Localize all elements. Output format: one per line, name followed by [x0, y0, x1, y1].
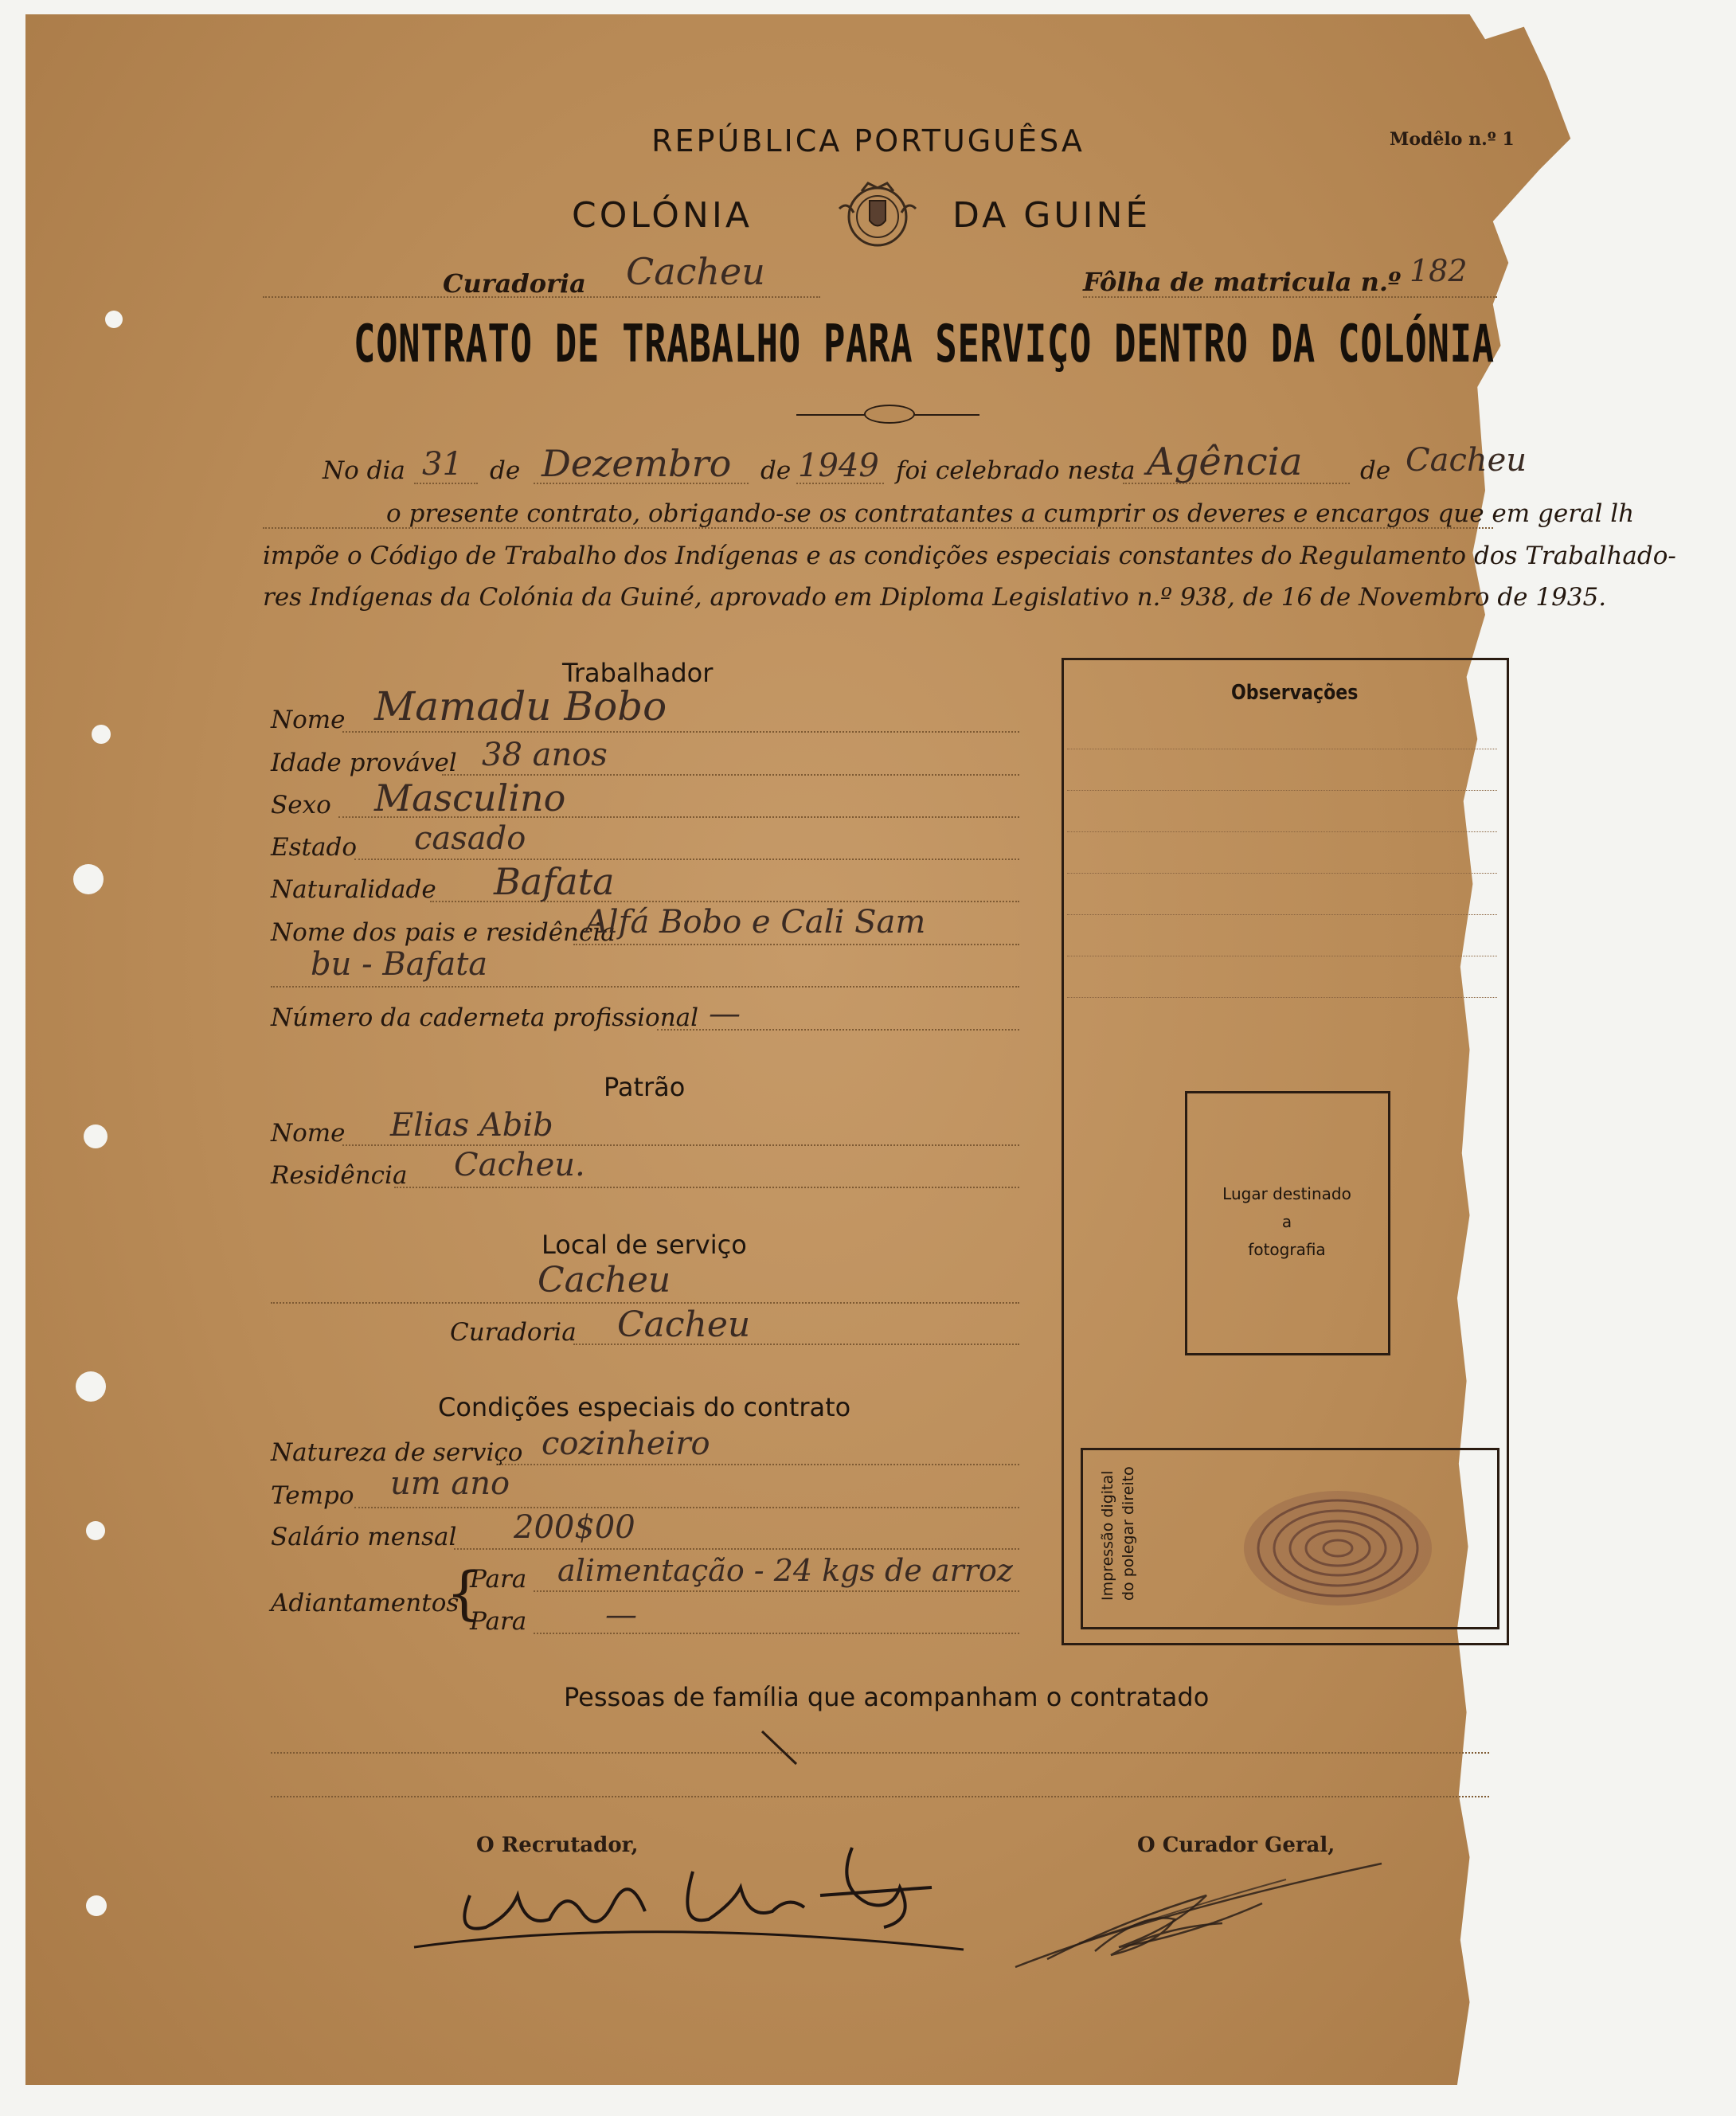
sexo-label: Sexo — [271, 791, 331, 819]
punch-hole — [84, 1124, 108, 1148]
trabalhador-pais-2: bu - Bafata — [311, 946, 488, 983]
natureza-label: Natureza de serviço — [271, 1438, 523, 1467]
recrutador-label: O Recrutador, — [476, 1833, 639, 1857]
salario-label: Salário mensal — [271, 1523, 457, 1551]
patrao-nome: Elias Abib — [390, 1107, 553, 1144]
photo-label-3: fotografia — [1248, 1240, 1326, 1259]
photo-label-1: Lugar destinado — [1222, 1184, 1351, 1203]
local-curadoria: Cacheu — [617, 1304, 751, 1345]
thumbprint-label-1: Impressão digital — [1099, 1470, 1116, 1601]
obs-rule — [1067, 831, 1497, 832]
punch-hole — [105, 311, 123, 328]
local-line — [271, 1302, 1019, 1304]
intro-no-dia: No dia — [323, 456, 405, 485]
trabalhador-sexo: Masculino — [374, 776, 566, 819]
thumbprint-label-2: do polegar direito — [1120, 1466, 1137, 1601]
punch-hole — [73, 864, 104, 894]
republic-heading: REPÚBLICA PORTUGUÊSA — [651, 123, 1085, 158]
adiantamentos-brace: { — [446, 1559, 483, 1626]
punch-hole — [86, 1895, 107, 1916]
familia-line-2 — [271, 1796, 1489, 1797]
para1-label: Para — [470, 1565, 527, 1594]
folha-line — [1083, 296, 1497, 298]
thumbprint-label — [1097, 1466, 1139, 1601]
patrao-heading: Patrão — [604, 1072, 686, 1102]
punch-hole — [86, 1521, 105, 1540]
observacoes-heading: Observações — [1231, 681, 1359, 705]
salario-value: 200$00 — [514, 1509, 635, 1546]
local-value: Cacheu — [538, 1260, 671, 1300]
intro-celebrado: foi celebrado nesta — [896, 456, 1136, 485]
naturalidade-label: Naturalidade — [271, 875, 436, 904]
idade-label: Idade provável — [271, 749, 457, 777]
model-number: Modêlo n.º 1 — [1390, 129, 1515, 150]
tempo-line — [354, 1507, 1019, 1508]
trabalhador-estado: casado — [414, 820, 526, 857]
trabalhador-naturalidade: Bafata — [494, 860, 615, 903]
colony-right: DA GUINÉ — [952, 195, 1151, 236]
natureza-value: cozinheiro — [542, 1426, 710, 1462]
para2-label: Para — [470, 1607, 527, 1636]
pais-line1 — [573, 944, 1019, 945]
curadoria-value: Cacheu — [626, 250, 765, 293]
ornament-center — [864, 405, 915, 424]
familia-strike-mark — [760, 1728, 800, 1768]
obs-rule — [1067, 997, 1497, 998]
local-heading: Local de serviço — [542, 1230, 747, 1260]
trabalhador-nome: Mamadu Bobo — [374, 683, 667, 729]
curador-signature — [999, 1848, 1398, 1975]
curadoria-line — [263, 296, 820, 298]
photo-label-2: a — [1281, 1212, 1292, 1231]
familia-heading: Pessoas de família que acompanham o contratado — [564, 1682, 1210, 1712]
coat-of-arms-icon — [830, 177, 925, 256]
intro-place2: Cacheu — [1406, 442, 1527, 479]
patrao-residencia: Cacheu. — [454, 1147, 585, 1183]
condicoes-heading: Condições especiais do contrato — [438, 1392, 851, 1422]
caderneta-label: Número da caderneta profissional — [271, 1003, 699, 1032]
para2-value: — — [605, 1597, 637, 1633]
trabalhador-pais-1: Alfá Bobo e Cali Sam — [585, 904, 926, 941]
patrao-nome-line — [342, 1144, 1019, 1146]
contract-title: CONTRATO DE TRABALHO PARA SERVIÇO DENTRO DA COLÓNIA — [354, 315, 1495, 374]
idade-line — [442, 774, 1019, 776]
folha-label: Fôlha de matricula n.º — [1083, 267, 1402, 297]
obs-rule — [1067, 790, 1497, 791]
local-curadoria-label: Curadoria — [450, 1318, 577, 1347]
nome-label: Nome — [271, 706, 346, 734]
intro-day: 31 — [422, 446, 463, 483]
pais-label: Nome dos pais e residência — [271, 918, 616, 947]
obs-rule — [1067, 914, 1497, 915]
tempo-value: um ano — [390, 1465, 510, 1502]
day-line — [414, 483, 478, 484]
para1-value: alimentação - 24 kgs de arroz — [557, 1553, 1013, 1588]
familia-line-1 — [271, 1752, 1489, 1754]
intro-de3: de — [1360, 456, 1391, 485]
patrao-nome-label: Nome — [271, 1119, 346, 1148]
intro-line2: o presente contrato, obrigando-se os contratantes a cumprir os deveres e encargos que em geral lh — [386, 499, 1635, 528]
thumbprint-icon — [1238, 1483, 1437, 1614]
intro-year: 1949 — [798, 448, 879, 484]
colony-left: COLÓNIA — [572, 195, 753, 236]
punch-hole — [76, 1371, 106, 1402]
intro-de1: de — [490, 456, 521, 485]
tempo-label: Tempo — [271, 1481, 354, 1510]
folha-value: 182 — [1410, 253, 1468, 288]
curadoria-label: Curadoria — [443, 268, 586, 299]
natureza-line — [498, 1464, 1019, 1465]
residencia-label: Residência — [271, 1161, 408, 1190]
adiantamentos-label: Adiantamentos — [271, 1589, 459, 1617]
trabalhador-heading: Trabalhador — [562, 658, 714, 688]
punch-hole — [92, 725, 111, 744]
trabalhador-caderneta: — — [709, 995, 741, 1032]
intro-line4: res Indígenas da Colónia da Guiné, aprovado em Diploma Legislativo n.º 938, de 16 de Novembro de 1935. — [263, 583, 1607, 612]
salario-line — [454, 1548, 1019, 1550]
intro-de2: de — [760, 456, 792, 485]
estado-line — [354, 859, 1019, 860]
intro-line3: impõe o Código de Trabalho dos Indígenas e as condições especiais constantes do Regulamento dos Trabalhado- — [263, 542, 1676, 570]
recrutador-signature — [406, 1840, 979, 1959]
estado-label: Estado — [271, 833, 357, 862]
obs-rule — [1067, 873, 1497, 874]
trabalhador-idade: 38 anos — [482, 737, 608, 773]
curador-label: O Curador Geral, — [1137, 1833, 1335, 1857]
para1-line — [534, 1590, 1019, 1592]
nome-line — [342, 731, 1019, 733]
pais-line2 — [271, 986, 1019, 988]
intro-month: Dezembro — [542, 442, 732, 485]
residencia-line — [394, 1187, 1019, 1188]
intro-place: Agência — [1147, 440, 1303, 484]
